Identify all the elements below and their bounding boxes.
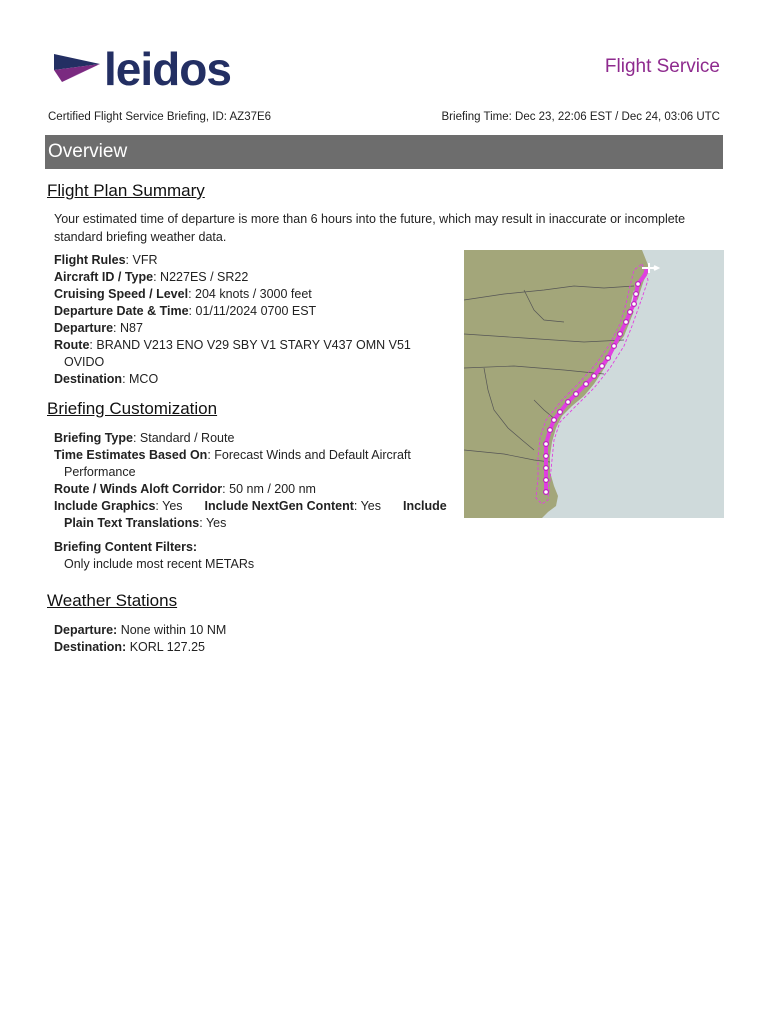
briefing-customization-heading: Briefing Customization xyxy=(47,399,218,418)
product-title: Flight Service xyxy=(604,56,720,77)
field-content-filters-value: Only include most recent METARs xyxy=(64,557,255,571)
leidos-logo xyxy=(48,43,238,100)
field-cruising-speed: Cruising Speed / Level: 204 knots / 3000 feet xyxy=(54,287,312,301)
field-flight-rules: Flight Rules: VFR xyxy=(54,253,158,267)
flight-plan-heading: Flight Plan Summary xyxy=(47,181,205,200)
field-content-filters-label: Briefing Content Filters: xyxy=(54,540,198,554)
flight-plan-fields xyxy=(54,252,449,388)
field-destination: Destination: MCO xyxy=(54,372,159,386)
weather-stations-fields xyxy=(54,622,449,656)
field-destination-station: Destination: KORL 127.25 xyxy=(54,640,205,654)
route-map xyxy=(464,250,724,518)
field-time-estimates: Time Estimates Based On: Forecast Winds and Default Aircraft Performance xyxy=(54,448,411,479)
field-include-options: Include Graphics: Yes Include NextGen Content: Yes Include Plain Text Translations: Yes xyxy=(54,499,447,530)
briefing-time: Briefing Time: Dec 23, 22:06 EST / Dec 24, 03:06 UTC xyxy=(441,111,720,123)
logo-wordmark: leidos xyxy=(104,43,231,95)
field-departure-datetime: Departure Date & Time: 01/11/2024 0700 EST xyxy=(54,304,317,318)
briefing-id: Certified Flight Service Briefing, ID: AZ37E6 xyxy=(48,111,272,123)
field-briefing-type: Briefing Type: Standard / Route xyxy=(54,431,235,445)
overview-section-bar: Overview xyxy=(45,135,723,169)
field-corridor: Route / Winds Aloft Corridor: 50 nm / 200 nm xyxy=(54,482,316,496)
field-departure-station: Departure: None within 10 NM xyxy=(54,623,227,637)
weather-stations-heading: Weather Stations xyxy=(47,591,178,610)
logo-arrow-icon xyxy=(48,48,108,88)
field-aircraft-id: Aircraft ID / Type: N227ES / SR22 xyxy=(54,270,249,284)
field-departure: Departure: N87 xyxy=(54,321,143,335)
departure-time-notice: Your estimated time of departure is more than 6 hours into the future, which may result in inaccurate or incomplete standard briefing weather data. xyxy=(54,212,686,244)
field-route: Route: BRAND V213 ENO V29 SBY V1 STARY V437 OMN V51 OVIDO xyxy=(54,338,411,369)
customization-fields xyxy=(54,430,449,573)
